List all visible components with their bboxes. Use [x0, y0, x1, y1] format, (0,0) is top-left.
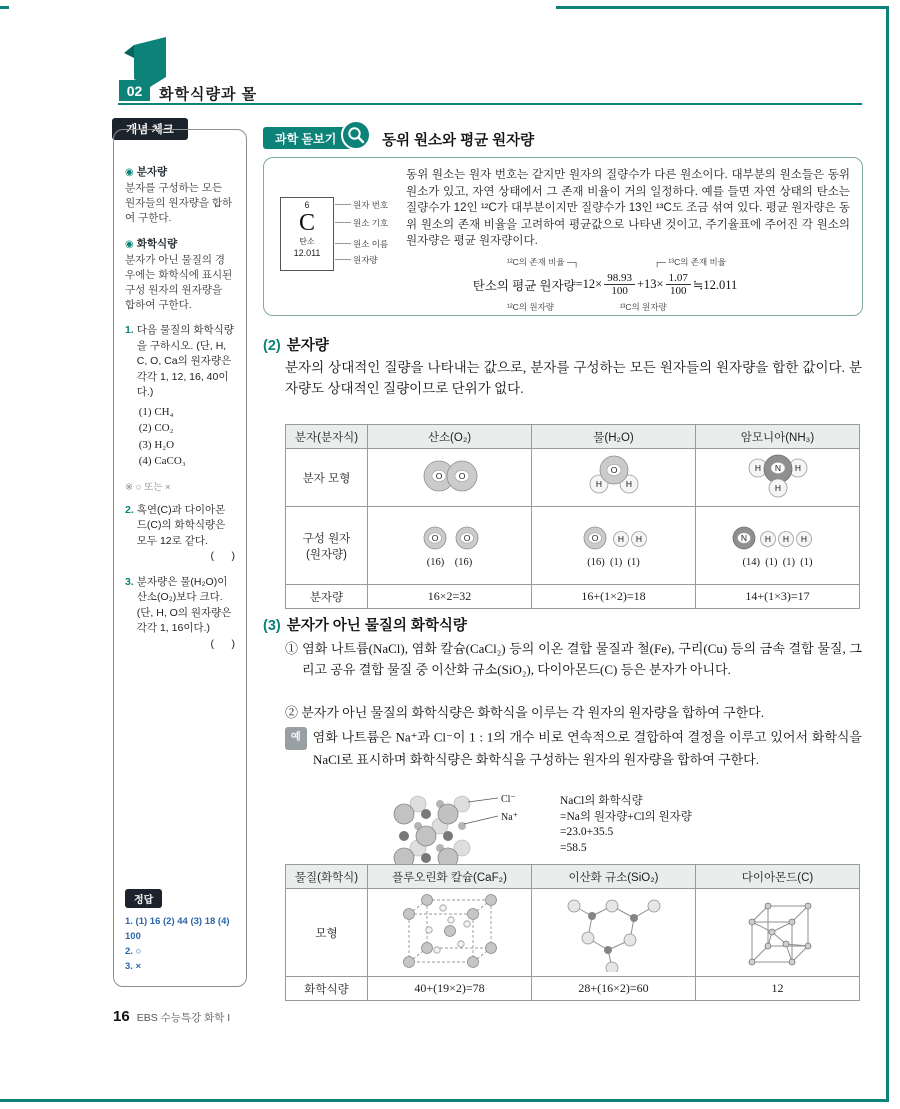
svg-text:H: H [764, 533, 771, 544]
average-mass-formula [360, 258, 850, 312]
unit-title: 화학식량과 몰 [159, 86, 258, 103]
abundance-label-c12: ¹²C의 존재 비율 ─┐ [507, 257, 579, 267]
diamond-model-cell [696, 889, 860, 977]
molecular-weight-value: 14+(1×3)=17 [696, 585, 860, 609]
concept-bullet-icon: ◉ [125, 239, 134, 250]
mass-label-c13: ¹³C의 원자량 [619, 302, 667, 312]
svg-text:H: H [774, 483, 781, 493]
o2-atoms-cell [368, 507, 532, 585]
frame-bottom-rule [0, 1099, 889, 1102]
table-header: 플루오린화 칼슘(CaF₂) [368, 865, 532, 889]
abundance-label-c13: ┌─ ¹³C의 존재 비율 [654, 257, 726, 267]
section-3-item-1: ① 염화 나트륨(NaCl), 염화 칼슘(CaCl₂) 등의 이온 결합 물질과 철(Fe), 구리(Cu) 등의 금속 결합 물질, 그리고 공유 결합 물질 중 이산화 규소(SiO₂), 다이아몬드(C) 등은 분자가 아니다. [285, 641, 862, 677]
section-3-heading: (3) 분자가 아닌 물질의 화학식량 [263, 618, 467, 634]
concept-term: 화학식량 [136, 238, 178, 250]
frame-top-left-tick [0, 6, 9, 9]
section-3-example [285, 727, 862, 770]
svg-text:H: H [754, 463, 761, 473]
ox-note: ※ ○ 또는 × [125, 481, 171, 493]
leader-line [335, 259, 351, 260]
question-item: (2) CO₂ [138, 422, 174, 434]
header-rule [118, 103, 862, 105]
table-header: 물(H₂O) [532, 425, 696, 449]
page-number: 16 [113, 1008, 130, 1025]
example-text: 염화 나트륨은 Na⁺과 Cl⁻이 1 : 1의 개수 비로 연속적으로 결합하여 결정을 이루고 있어서 화학식을 NaCl로 표시하며 화학식량은 화학식을 구성하는 원자의 원자량을 합하여 구한다. [312, 729, 862, 767]
formula-weight-table [285, 864, 860, 1001]
question-number: 3. [125, 575, 134, 588]
molecular-weight-value: 16×2=32 [368, 585, 532, 609]
fraction: $\frac{98.93}{100}$ [604, 272, 635, 297]
nh3-model-cell [696, 449, 860, 507]
nh3-atoms-figure [718, 524, 838, 552]
leader-line [335, 204, 351, 205]
table-header: 이산화 규소(SiO₂) [532, 865, 696, 889]
answers-tab: 정답 [125, 889, 162, 908]
na-ion-label: Na⁺ [501, 812, 518, 823]
row-label: 구성 원자 (원자량) [286, 507, 368, 585]
atomic-mass-row: (14) (1) (1) (1) [742, 556, 813, 568]
concept-desc: 분자가 아닌 물질의 경우에는 화학식에 표시된 구성 원자의 원자량을 합하여 구한다. [125, 254, 233, 311]
concept-check-panel [113, 129, 247, 987]
svg-text:N: N [740, 532, 747, 543]
element-box [280, 197, 334, 271]
svg-text:O: O [610, 465, 617, 475]
table-header: 산소(O₂) [368, 425, 532, 449]
example-badge: 예 [285, 727, 307, 750]
question-text: 흑연(C)과 다이아몬드(C)의 화학식량은 모두 12로 같다. [136, 503, 226, 547]
nh3-molecule-model [732, 452, 824, 500]
row-label: 모형 [286, 889, 368, 977]
unit-number: 02 [119, 80, 150, 101]
check-question-3 [125, 575, 235, 653]
magnifier-icon [341, 120, 371, 150]
svg-text:H: H [800, 533, 807, 544]
concept-term: 분자량 [136, 166, 168, 178]
svg-text:H: H [617, 533, 624, 544]
question-number: 2. [125, 503, 134, 516]
svg-text:H: H [595, 479, 602, 489]
question-text: 다음 물질의 화학식량을 구하시오. (단, H, C, O, Ca의 원자량은 각각 1, 12, 16, 40이다.) [136, 324, 234, 398]
frame-right-rule [886, 6, 889, 1102]
element-symbol: C [298, 210, 315, 236]
answer-line: 1. (1) 16 (2) 44 (3) 18 (4) 100 [125, 916, 230, 942]
svg-text:N: N [774, 463, 781, 473]
molecular-weight-table [285, 424, 860, 609]
nacl-formula-weight-calc: NaCl의 화학식량 =Na의 원자량+Cl의 원자량 =23.0+35.5 =58.5 [560, 795, 692, 854]
table-header: 암모니아(NH₃) [696, 425, 860, 449]
section-2-heading: (2) 분자량 [263, 338, 329, 354]
atomic-mass: 12.011 [293, 248, 321, 258]
question-item: (3) H₂O [138, 438, 175, 451]
concept-desc: 분자를 구성하는 모든 원자들의 원자량을 합하여 구한다. [125, 182, 233, 224]
formula-term: +13× [636, 277, 664, 291]
answers-block [125, 889, 235, 974]
mass-label-c12: ¹²C의 원자량 [507, 302, 555, 312]
h2o-model-cell [532, 449, 696, 507]
row-label: 분자 모형 [286, 449, 368, 507]
leader-line [335, 243, 351, 244]
question-text: 분자량은 물(H₂O)이 산소(O₂)보다 크다. (단, H, O의 원자량은 각각 1, 16이다.) [136, 575, 232, 634]
label-atomic-number: 원자 번호 [353, 200, 389, 210]
row-label: 분자량 [286, 585, 368, 609]
question-item: (4) CaCO₃ [138, 455, 186, 467]
atomic-number: 6 [304, 200, 310, 210]
svg-text:H: H [782, 533, 789, 544]
concept-bullet-icon: ◉ [125, 167, 134, 178]
concept-block [125, 236, 235, 313]
nh3-atoms-cell [696, 507, 860, 585]
o2-molecule-model [404, 453, 496, 499]
nacl-crystal-figure [388, 792, 692, 868]
concept-block [125, 164, 235, 226]
label-atomic-mass: 원자량 [353, 255, 378, 265]
row-label: 화학식량 [286, 977, 368, 1001]
nacl-crystal-model [388, 792, 538, 868]
h2o-molecule-model [568, 452, 660, 500]
label-element-symbol: 원소 기호 [353, 218, 389, 228]
svg-text:H: H [794, 463, 801, 473]
o2-atoms-figure [395, 524, 505, 552]
check-question-2 [125, 503, 235, 565]
book-title: EBS 수능특강 화학 I [136, 1012, 231, 1024]
diamond-crystal-model [728, 890, 828, 972]
magnifier-box [263, 157, 863, 316]
svg-text:O: O [458, 471, 465, 481]
section-2-body: 분자의 상대적인 질량을 나타내는 값으로, 분자를 구성하는 모든 원자들의 원자량을 합한 값이다. 분자량도 상대적인 질량이므로 단위가 없다. [285, 360, 862, 396]
answer-blank: ( ) [210, 637, 235, 650]
formula-result: ≒12.011 [692, 277, 738, 292]
magnifier-title: 동위 원소와 평균 원자량 [382, 133, 535, 149]
h2o-atoms-figure [559, 524, 669, 552]
answer-line: 3. × [125, 961, 142, 972]
formula-term: =12× [575, 277, 603, 291]
answer-line: 2. ○ [125, 946, 142, 957]
svg-text:O: O [435, 471, 442, 481]
caf2-model-cell [368, 889, 532, 977]
formula-weight-value: 28+(16×2)=60 [532, 977, 696, 1001]
fraction: $\frac{1.07}{100}$ [666, 272, 691, 297]
formula-weight-value: 12 [696, 977, 860, 1001]
answer-blank: ( ) [210, 550, 235, 562]
svg-text:H: H [635, 533, 642, 544]
concept-check-tab: 개념 체크 [112, 118, 188, 140]
label-element-name: 원소 이름 [353, 239, 389, 249]
question-item: (1) CH₄ [138, 405, 174, 418]
o2-model-cell [368, 449, 532, 507]
question-number: 1. [125, 324, 134, 336]
table-header: 분자(분자식) [286, 425, 368, 449]
svg-text:O: O [463, 532, 470, 543]
atomic-mass-row: (16) (1) (1) [587, 556, 640, 568]
page-footer [113, 1008, 230, 1025]
table-header: 다이아몬드(C) [696, 865, 860, 889]
science-magnifier-badge: 과학 돋보기 [263, 127, 354, 149]
svg-text:H: H [625, 479, 632, 489]
table-header: 물질(화학식) [286, 865, 368, 889]
leader-line [335, 222, 351, 223]
sio2-model-cell [532, 889, 696, 977]
magnifier-body-text: 동위 원소는 원자 번호는 같지만 원자의 질량수가 다른 원소이다. 대부분의 원소들은 동위 원소가 있고, 자연 상태에서 그 존재 비율이 거의 일정하다. 예를 들면 자연 상태의 탄소는 질량수가 12인 ¹²C가 대부분이지만 질량수가 13인 ¹³C도 조금 섞여 있다. 평균 원자량은 동위 원소의 존재 비율을 고려하여 평균값으로 나타낸 것이고, 주기율표에 주어진 각 원소의 원자량은 평균 원자량이다. [406, 169, 850, 247]
formula-lhs: 탄소의 평균 원자량 [472, 278, 576, 293]
sio2-network-model [562, 890, 666, 972]
caf2-crystal-model [395, 890, 505, 972]
formula-weight-value: 40+(19×2)=78 [368, 977, 532, 1001]
molecular-weight-value: 16+(1×2)=18 [532, 585, 696, 609]
svg-text:O: O [591, 532, 598, 543]
h2o-atoms-cell [532, 507, 696, 585]
section-3-item-2: ② 분자가 아닌 물질의 화학식량은 화학식을 이루는 각 원자의 원자량을 합하여 구한다. [285, 705, 764, 720]
cl-ion-label: Cl⁻ [501, 794, 516, 805]
atomic-mass-row: (16) (16) [426, 556, 473, 568]
frame-top-rule [556, 6, 889, 9]
svg-text:O: O [431, 532, 438, 543]
element-name: 탄소 [299, 237, 315, 246]
check-question-1 [125, 323, 235, 470]
